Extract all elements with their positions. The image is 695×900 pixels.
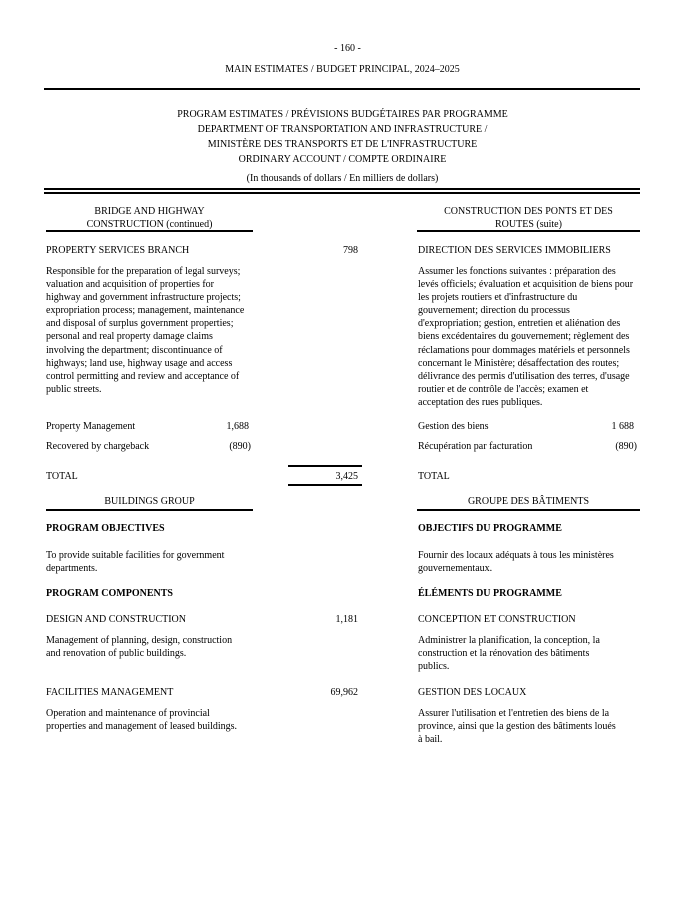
desc-line: levés officiels; évaluation et acquisition de biens pour bbox=[418, 279, 634, 291]
desc-line: highways; land use, highway usage and access bbox=[46, 357, 233, 369]
desc-line: gouvernement; direction du processus bbox=[418, 305, 570, 317]
right-section-heading bbox=[417, 205, 640, 231]
header-line-1: PROGRAM ESTIMATES / PRÉVISIONS BUDGÉTAIRES PAR PROGRAMME bbox=[177, 109, 508, 120]
buildings-group-heading-en: BUILDINGS GROUP bbox=[104, 496, 195, 507]
facilities-management-title-fr: GESTION DES LOCAUX bbox=[418, 687, 527, 698]
text-line: Operation and maintenance of provincial bbox=[46, 708, 210, 719]
desc-line: les projets routiers et d'infrastructure du bbox=[418, 292, 578, 304]
text-line: Assurer l'utilisation et l'entretien des biens de la bbox=[418, 708, 610, 719]
buildings-group-underline-fr bbox=[417, 509, 640, 511]
desc-line: personal and real property damage claims bbox=[46, 331, 213, 343]
text-line: province, ainsi que la gestion des bâtiments loués bbox=[418, 721, 616, 733]
desc-line: valuation and acquisition of properties for bbox=[46, 279, 215, 291]
text-line: à bail. bbox=[418, 734, 443, 746]
right-heading-line-1: CONSTRUCTION DES PONTS ET DES bbox=[444, 206, 613, 217]
desc-line: involving the department; discontinuance of bbox=[46, 344, 223, 356]
left-heading-underline bbox=[46, 230, 253, 232]
total-amount: 3,425 bbox=[335, 471, 358, 482]
text-line: properties and management of leased buildings. bbox=[46, 721, 238, 733]
property-services-desc-en bbox=[46, 265, 261, 396]
program-objectives-text-en bbox=[46, 549, 266, 575]
line-item-amount-en: (890) bbox=[229, 441, 251, 452]
header-double-rule-2 bbox=[44, 192, 640, 194]
design-construction-amount: 1,181 bbox=[335, 614, 358, 625]
line-item-label-fr: Gestion des biens bbox=[418, 421, 489, 432]
text-line: To provide suitable facilities for government bbox=[46, 550, 225, 561]
left-section-heading bbox=[46, 205, 253, 231]
program-objectives-title-en: PROGRAM OBJECTIVES bbox=[46, 523, 165, 534]
desc-line: biens excédentaires du gouvernement; règlement des bbox=[418, 331, 630, 343]
property-services-amount: 798 bbox=[343, 245, 358, 256]
line-item-amount-en: 1,688 bbox=[226, 421, 249, 432]
page-number: - 160 - bbox=[334, 43, 361, 54]
design-construction-text-en bbox=[46, 634, 266, 660]
text-line: Management of planning, design, construction bbox=[46, 635, 233, 646]
desc-line: Assumer les fonctions suivantes : préparation des bbox=[418, 266, 616, 277]
right-heading-line-2: ROUTES (suite) bbox=[495, 219, 562, 230]
buildings-group-underline-en bbox=[46, 509, 253, 511]
total-top-rule bbox=[288, 465, 362, 467]
text-line: Fournir des locaux adéquats à tous les ministères bbox=[418, 550, 614, 561]
line-item-label-en: Recovered by chargeback bbox=[46, 441, 150, 452]
program-objectives-text-fr bbox=[418, 549, 648, 575]
property-services-title-fr: DIRECTION DES SERVICES IMMOBILIERS bbox=[418, 245, 611, 256]
line-item-amount-fr: (890) bbox=[615, 441, 637, 452]
text-line: construction et la rénovation des bâtiments bbox=[418, 648, 590, 660]
design-construction-title-en: DESIGN AND CONSTRUCTION bbox=[46, 614, 187, 625]
desc-line: and disposal of surplus government properties; bbox=[46, 318, 234, 330]
design-construction-text-fr bbox=[418, 634, 648, 673]
text-line: and renovation of public buildings. bbox=[46, 648, 187, 660]
header-double-rule-1 bbox=[44, 188, 640, 190]
header-line-4: ORDINARY ACCOUNT / COMPTE ORDINAIRE bbox=[238, 154, 447, 165]
left-heading-line-1: BRIDGE AND HIGHWAY bbox=[94, 206, 205, 217]
line-item-amount-fr: 1 688 bbox=[611, 421, 634, 432]
desc-line: réclamations pour dommages matériels et personnels bbox=[418, 344, 630, 356]
facilities-management-amount: 69,962 bbox=[330, 687, 358, 698]
total-label-en: TOTAL bbox=[46, 471, 78, 482]
desc-line: routier et de contrôle de l'accès; examen et bbox=[418, 383, 589, 395]
right-heading-underline bbox=[417, 230, 640, 232]
desc-line: control permitting and review and acceptance of bbox=[46, 370, 240, 382]
design-construction-title-fr: CONCEPTION ET CONSTRUCTION bbox=[418, 614, 576, 625]
line-item-label-en: Property Management bbox=[46, 421, 136, 432]
header-line-2: DEPARTMENT OF TRANSPORTATION AND INFRASTRUCTURE / bbox=[197, 124, 488, 135]
text-line: departments. bbox=[46, 563, 98, 575]
desc-line: expropriation process; management, maintenance bbox=[46, 305, 245, 317]
desc-line: concernant le Ministère; désaffectation des routes; bbox=[418, 357, 620, 369]
program-objectives-title-fr: OBJECTIFS DU PROGRAMME bbox=[418, 523, 562, 534]
total-bottom-rule bbox=[288, 484, 362, 486]
buildings-group-heading-fr: GROUPE DES BÂTIMENTS bbox=[467, 496, 590, 507]
property-services-title-en: PROPERTY SERVICES BRANCH bbox=[46, 245, 190, 256]
desc-line: acceptation des rues publiques. bbox=[418, 396, 543, 408]
facilities-management-title-en: FACILITIES MANAGEMENT bbox=[46, 687, 174, 698]
desc-line: highway and government infrastructure projects; bbox=[46, 292, 241, 304]
running-title: MAIN ESTIMATES / BUDGET PRINCIPAL, 2024–2025 bbox=[225, 64, 460, 75]
header-line-3: MINISTÈRE DES TRANSPORTS ET DE L'INFRASTRUCTURE bbox=[207, 139, 478, 150]
text-line: publics. bbox=[418, 661, 450, 673]
program-components-title-fr: ÉLÉMENTS DU PROGRAMME bbox=[418, 588, 562, 599]
desc-line: d'expropriation; gestion, entretien et aliénation des bbox=[418, 318, 621, 330]
facilities-management-text-en bbox=[46, 707, 276, 733]
property-services-desc-fr bbox=[418, 265, 648, 409]
desc-line: Responsible for the preparation of legal surveys; bbox=[46, 266, 241, 277]
total-label-fr: TOTAL bbox=[418, 471, 450, 482]
text-line: gouvernementaux. bbox=[418, 563, 493, 575]
line-item-label-fr: Récupération par facturation bbox=[418, 441, 533, 452]
facilities-management-text-fr bbox=[418, 707, 648, 746]
text-line: Administrer la planification, la conception, la bbox=[418, 635, 600, 646]
header-top-rule bbox=[44, 88, 640, 90]
desc-line: délivrance des permis d'utilisation des terres, d'usage bbox=[418, 370, 630, 382]
desc-line: public streets. bbox=[46, 383, 102, 395]
left-heading-line-2: CONSTRUCTION (continued) bbox=[86, 219, 213, 230]
program-components-title-en: PROGRAM COMPONENTS bbox=[46, 588, 173, 599]
units-note: (In thousands of dollars / En milliers de dollars) bbox=[246, 173, 439, 184]
